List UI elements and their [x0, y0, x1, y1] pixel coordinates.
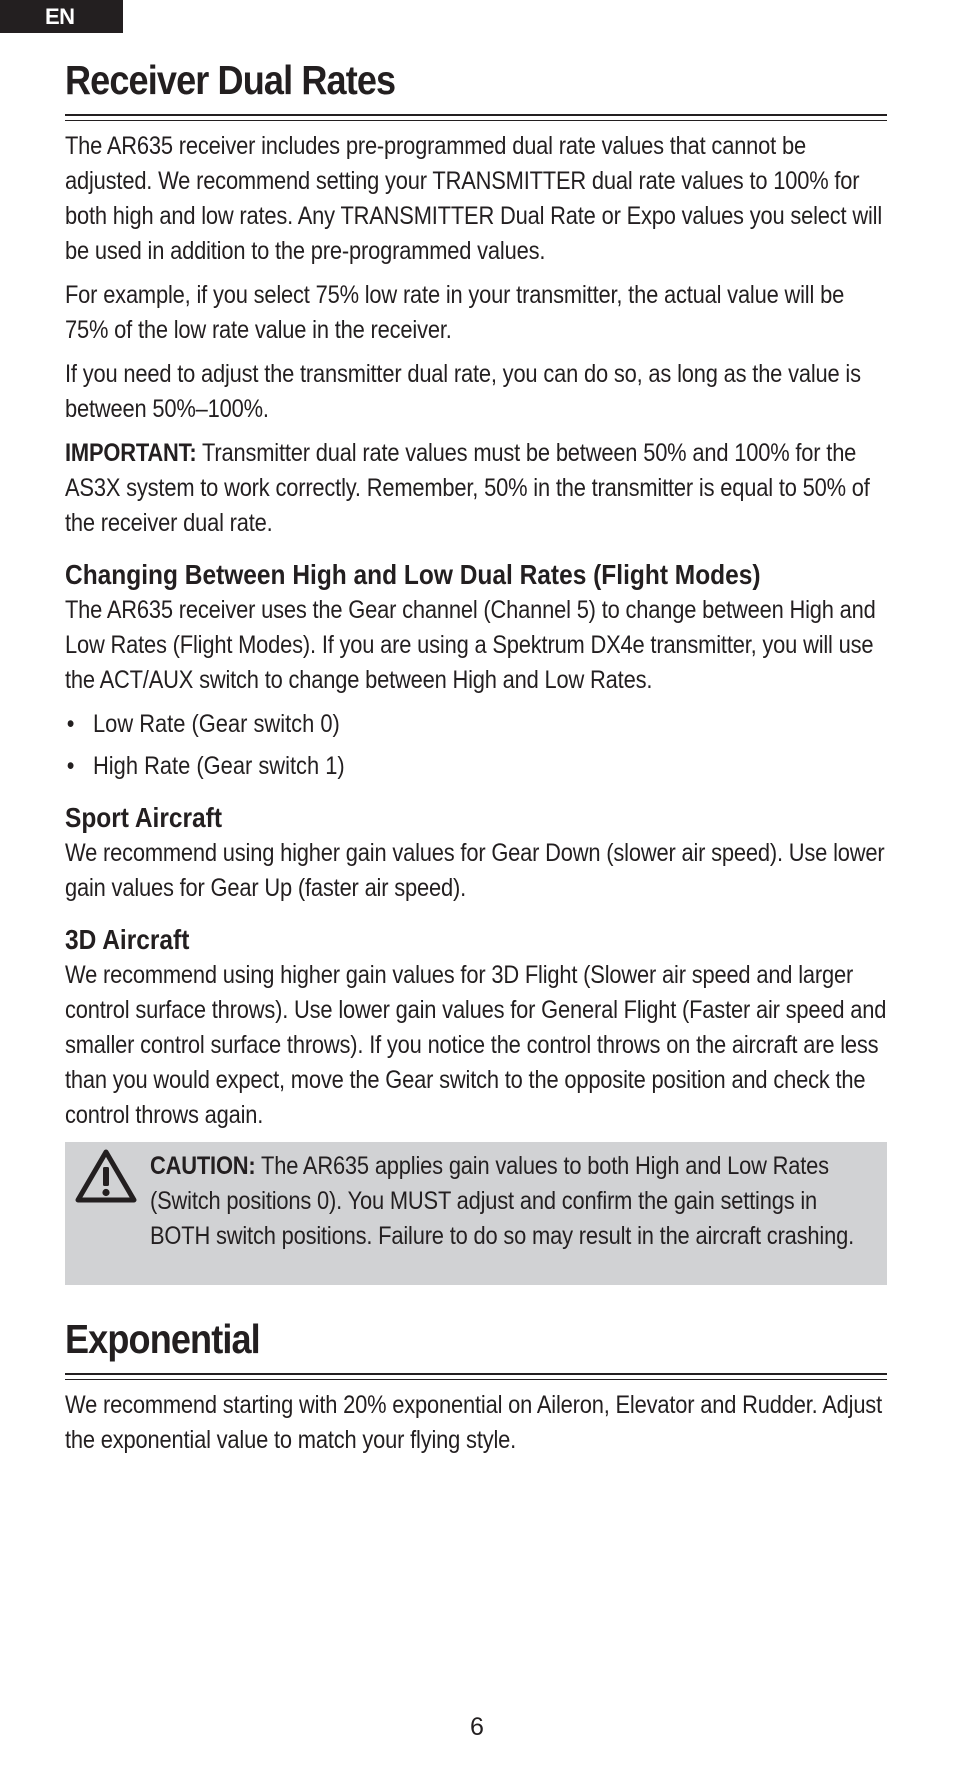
list-item [65, 749, 888, 784]
paragraph-3d-aircraft: We recommend using higher gain values for 3D Flight (Slower air speed and larger control surface throws). Use lower gain values for General Flight (Faster air speed and smaller control surface throws). If you notice the control throws on the aircraft are less than you would expect, move the Gear switch to the opposite position and check the control throws again. [65, 961, 887, 1129]
flight-mode-list [65, 707, 887, 784]
paragraph-flight-modes: The AR635 receiver uses the Gear channel (Channel 5) to change between High and Low Rates (Flight Modes). If you are using a Spektrum DX4e transmitter, you will use the ACT/AUX switch to change between High and Low Rates. [65, 596, 876, 694]
caution-box [65, 1142, 887, 1285]
page-content [65, 52, 887, 1467]
paragraph-intro: The AR635 receiver includes pre-programmed dual rate values that cannot be adjusted. We recommend setting your TRANSMITTER dual rate values to 100% for both high and low rates. Any TRANSMITTER Dual Rate or Expo values you select will be used in addition to the pre-programmed values. [65, 132, 883, 265]
section-title-dual-rates: Receiver Dual Rates [65, 57, 396, 103]
paragraph-example: For example, if you select 75% low rate in your transmitter, the actual value will be 75% of the low rate value in the receiver. [65, 281, 845, 344]
caution-text [150, 1149, 876, 1254]
heading-flight-modes: Changing Between High and Low Dual Rates (Flight Modes) [65, 559, 761, 590]
title-rule [65, 114, 887, 121]
warning-triangle-icon [74, 1148, 138, 1206]
bullet-icon: • [66, 752, 75, 780]
exponential-section [65, 1311, 887, 1458]
heading-3d-aircraft: 3D Aircraft [65, 924, 190, 955]
heading-sport-aircraft: Sport Aircraft [65, 802, 223, 833]
bullet-icon: • [66, 710, 75, 738]
list-item [65, 707, 888, 742]
paragraph-sport-aircraft: We recommend using higher gain values for Gear Down (slower air speed). Use lower gain values for Gear Up (faster air speed). [65, 839, 885, 902]
list-item-text: High Rate (Gear switch 1) [93, 752, 345, 780]
paragraph-exponential: We recommend starting with 20% exponential on Aileron, Elevator and Rudder. Adjust the exponential value to match your flying style. [65, 1391, 882, 1454]
important-text: Transmitter dual rate values must be between 50% and 100% for the AS3X system to work correctly. Remember, 50% in the transmitter is equal to 50% of the receiver dual rate. [65, 439, 870, 537]
title-rule [65, 1373, 887, 1380]
paragraph-important [65, 436, 888, 541]
caution-label: CAUTION: [150, 1152, 256, 1180]
language-tab: EN [0, 0, 123, 33]
page-number: 6 [470, 1713, 484, 1741]
caution-body: The AR635 applies gain values to both High and Low Rates (Switch positions 0). You MUST adjust and confirm the gain settings in BOTH switch positions. Failure to do so may result in the aircraft crashing. [150, 1152, 855, 1250]
list-item-text: Low Rate (Gear switch 0) [93, 710, 340, 738]
important-label: IMPORTANT: [65, 439, 197, 467]
section-title-exponential: Exponential [65, 1316, 260, 1362]
paragraph-adjust: If you need to adjust the transmitter dual rate, you can do so, as long as the value is between 50%–100%. [65, 360, 861, 423]
